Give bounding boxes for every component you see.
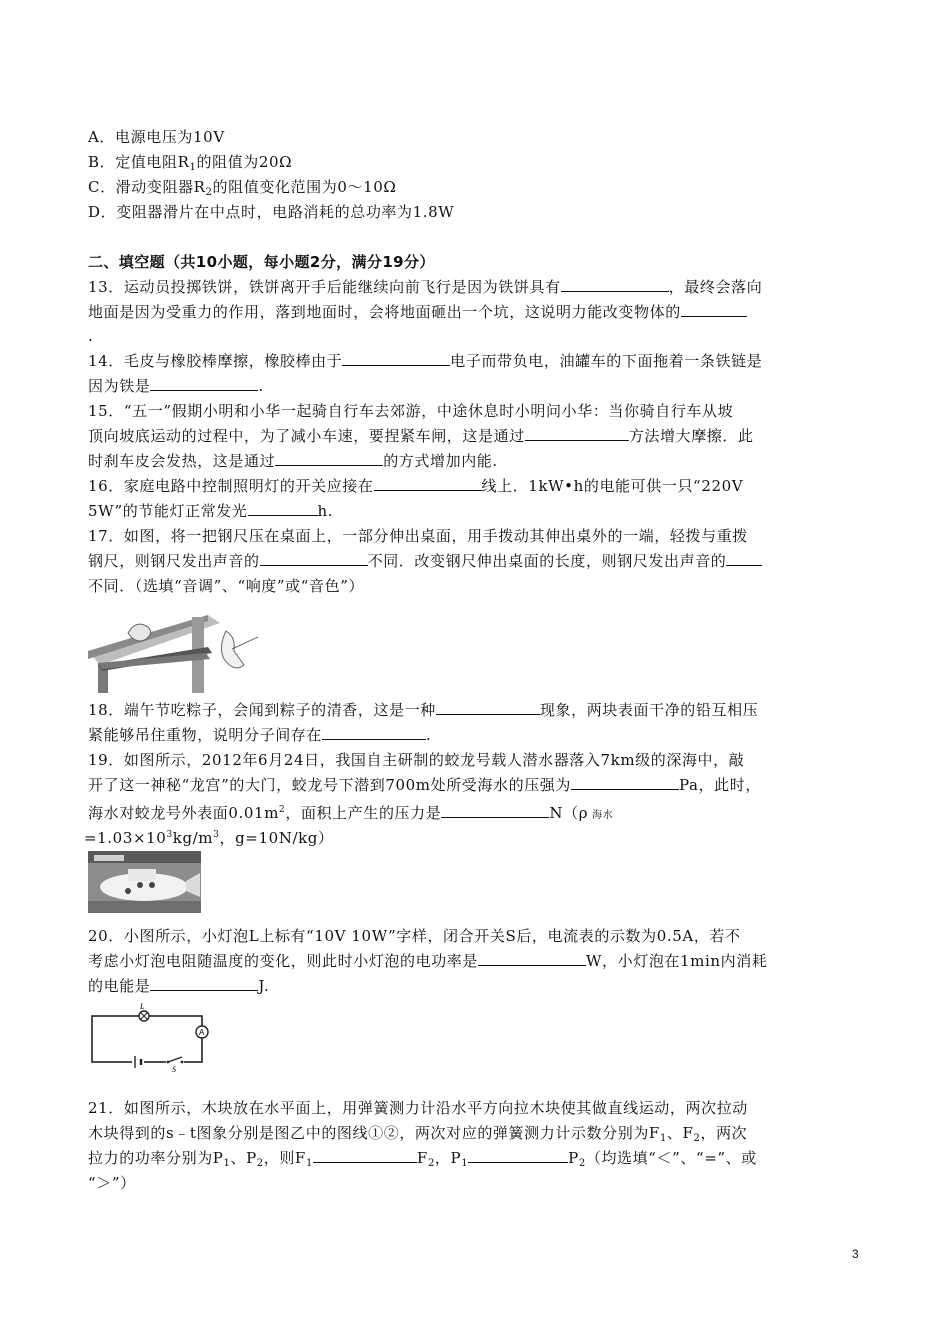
question-21-line-3: 拉力的功率分别为$P_1$、$P_2$，则$F_1$ $F_2$，$P_1$ $P_2$（均选填“＜”、“=”、或 (88, 1149, 757, 1169)
question-17-line-3: 不同．（选填“音调”、“响度”或“音色”） (88, 577, 365, 595)
question-18-line-1: 18．端午节吃粽子，会闻到粽子的清香，这是一种 现象，两块表面干净的铅互相压 (88, 701, 759, 719)
switch-label: S (172, 1065, 176, 1072)
answer-blank[interactable] (313, 1148, 417, 1163)
answer-blank[interactable] (525, 426, 629, 441)
option-c: C．滑动变阻器$R_2$的阻值变化范围为0～10Ω (88, 178, 397, 198)
section-title: 二、填空题（共10小题，每小题2分，满分19分） (88, 253, 435, 271)
lamp-label: L (140, 1002, 145, 1011)
question-18-line-2: 紧能够吊住重物，说明分子间存在 . (88, 726, 432, 744)
question-21-line-4: “＞”） (88, 1174, 136, 1192)
lamp-icon (139, 1011, 149, 1021)
question-14-line-1: 14．毛皮与橡胶棒摩擦，橡胶棒由于 电子而带负电，油罐车的下面拖着一条铁链是 (88, 352, 763, 370)
answer-blank[interactable] (342, 351, 450, 366)
switch-icon (166, 1057, 184, 1065)
question-16-line-1: 16．家庭电路中控制照明灯的开关应接在 线上．1kW•h的电能可供一只“220V (88, 477, 744, 495)
question-15-line-1: 15．“五一”假期小明和小华一起骑自行车去郊游，中途休息时小明问小华：当你骑自行车从坡 (88, 402, 734, 420)
answer-blank[interactable] (150, 376, 258, 391)
question-19-line-4: $=1.03\times 10^3kg/m^3$，g=10N/kg） (84, 829, 334, 847)
answer-blank[interactable] (441, 803, 549, 818)
question-13-line-2: 地面是因为受重力的作用，落到地面时，会将地面砸出一个坑，这说明力能改变物体的 (88, 302, 747, 322)
ammeter-label: A (199, 1028, 205, 1037)
question-20-line-3: 的电能是 J. (88, 977, 270, 995)
answer-blank[interactable] (248, 501, 318, 516)
page-number: 3 (852, 1247, 859, 1261)
question-21-line-2: 木块得到的s﹣t图象分别是图乙中的图线①②，两次对应的弹簧测力计示数分别为$F_1$、$F_2$，两次 (88, 1124, 748, 1144)
answer-blank[interactable] (150, 976, 258, 991)
answer-blank[interactable] (275, 451, 383, 466)
option-d: D．变阻器滑片在中点时，电路消耗的总功率为1.8W (88, 203, 455, 221)
question-20-line-2: 考虑小灯泡电阻随温度的变化，则此时小灯泡的电功率是 W，小灯泡在1min内消耗 (88, 952, 768, 970)
question-15-line-3: 时刹车皮会发热，这是通过 的方式增加内能. (88, 452, 498, 470)
question-19-line-1: 19．如图所示，2012年6月24日，我国自主研制的蛟龙号载人潜水器落入7km级的深海中，敲 (88, 751, 745, 769)
answer-blank[interactable] (478, 951, 586, 966)
answer-blank[interactable] (260, 551, 368, 566)
question-17-line-1: 17．如图，将一把钢尺压在桌面上，一部分伸出桌面，用手拨动其伸出桌外的一端，轻拨与重拨 (88, 527, 748, 545)
circuit-diagram-figure (88, 1002, 210, 1072)
battery-icon (132, 1056, 144, 1068)
submersible-photo-figure (88, 851, 201, 913)
question-14-line-2: 因为铁是 . (88, 377, 264, 395)
answer-blank[interactable] (571, 775, 679, 790)
question-19-line-2: 开了这一神秘“龙宫”的大门，蛟龙号下潜到700m处所受海水的压强为 Pa，此时， (88, 776, 761, 794)
answer-blank[interactable] (374, 476, 482, 491)
question-21-line-1: 21．如图所示，木块放在水平面上，用弹簧测力计沿水平方向拉木块使其做直线运动，两次拉动 (88, 1099, 748, 1117)
question-16-line-2: 5W”的节能灯正常发光 h. (88, 502, 334, 520)
question-15-line-2: 顶向坡底运动的过程中，为了减小车速，要捏紧车闸，这是通过 方法增大摩擦．此 (88, 427, 754, 445)
question-13-line-3: . (88, 327, 94, 345)
question-19-line-3: 海水对蛟龙号外表面$0.01m^2$，面积上产生的压力是 N（ρ 海水 (88, 804, 614, 822)
answer-blank[interactable] (726, 551, 762, 566)
answer-blank[interactable] (468, 1148, 568, 1163)
option-b: B．定值电阻$R_1$的阻值为20Ω (88, 153, 293, 173)
option-a: A．电源电压为10V (88, 128, 225, 146)
answer-blank[interactable] (561, 277, 669, 292)
answer-blank[interactable] (322, 725, 426, 740)
question-20-line-1: 20．小图所示，小灯泡L上标有“10V 10W”字样，闭合开关S后，电流表的示数为0.5A，若不 (88, 927, 741, 945)
ruler-on-table-figure (88, 601, 264, 693)
question-13-line-1: 13．运动员投掷铁饼，铁饼离开手后能继续向前飞行是因为铁饼具有 ，最终会落向 (88, 278, 763, 296)
question-17-line-2: 钢尺，则钢尺发出声音的 不同．改变钢尺伸出桌面的长度，则钢尺发出声音的 (88, 551, 762, 571)
answer-blank[interactable] (681, 302, 747, 317)
answer-blank[interactable] (436, 700, 540, 715)
